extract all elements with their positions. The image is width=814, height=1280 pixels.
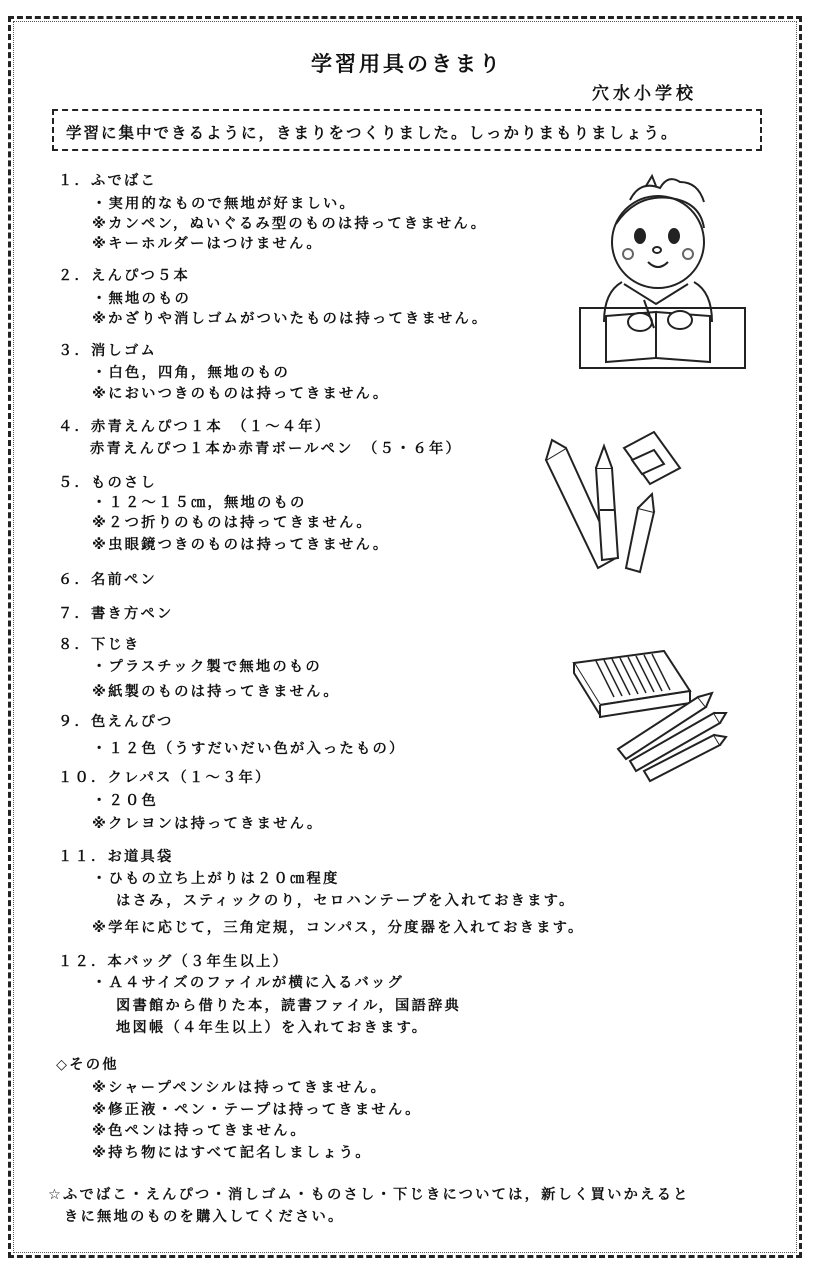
pencils-eraser-illustration xyxy=(540,430,680,580)
footer-note: きに無地のものを購入してください。 xyxy=(64,1209,345,1225)
rule-item: ・プラスチック製で無地のもの xyxy=(92,659,322,675)
section-heading: ◇その他 xyxy=(56,1057,119,1073)
page-title: 学習用具のきまり xyxy=(311,52,503,76)
section-heading: ３．消しゴム xyxy=(58,343,157,359)
rule-item: ・ひもの立ち上がりは２０㎝程度 xyxy=(92,871,340,887)
rule-item: 地図帳（４年生以上）を入れておきます。 xyxy=(116,1020,429,1036)
section-heading: ５．ものさし xyxy=(58,475,157,491)
rule-item: ※においつきのものは持ってきません。 xyxy=(92,386,390,402)
child-studying-illustration xyxy=(570,170,750,370)
rule-item: ※学年に応じて，三角定規，コンパス，分度器を入れておきます。 xyxy=(92,920,585,936)
rule-item: ※持ち物にはすべて記名しましょう。 xyxy=(92,1145,372,1161)
rule-item: ※色ペンは持ってきません。 xyxy=(92,1123,307,1139)
rule-item: ・２０色 xyxy=(92,793,158,809)
rule-item: ・実用的なもので無地が好ましい。 xyxy=(92,196,356,212)
rule-item: ※クレヨンは持ってきません。 xyxy=(92,816,324,832)
rule-item: ※修正液・ペン・テープは持ってきません。 xyxy=(92,1102,422,1118)
rule-item: ・１２～１５㎝，無地のもの xyxy=(92,495,307,511)
rule-item: ※２つ折りのものは持ってきません。 xyxy=(92,515,373,531)
rule-item: 図書館から借りた本，読書ファイル，国語辞典 xyxy=(116,998,462,1014)
colored-pencils-illustration xyxy=(570,645,730,785)
school-name: 穴水小学校 xyxy=(592,84,697,104)
section-heading: １１．お道具袋 xyxy=(58,849,174,865)
section-heading: １．ふでばこ xyxy=(58,173,157,189)
rule-item: はさみ，スティックのり，セロハンテープを入れておきます。 xyxy=(116,893,576,909)
rule-item: ・１２色（うすだいだい色が入ったもの） xyxy=(92,741,406,757)
footer-note: ☆ふでばこ・えんぴつ・消しゴム・ものさし・下じきについては，新しく買いかえると xyxy=(48,1187,690,1203)
section-heading: ８．下じき xyxy=(58,637,141,653)
rule-item: ・白色，四角，無地のもの xyxy=(92,365,290,381)
section-heading: ６．名前ペン xyxy=(58,572,157,588)
rule-item: ※虫眼鏡つきのものは持ってきません。 xyxy=(92,537,390,553)
rule-item: ※かざりや消しゴムがついたものは持ってきません。 xyxy=(92,311,489,327)
intro-box: 学習に集中できるように，きまりをつくりました。しっかりまもりましょう。 xyxy=(52,109,762,151)
rule-item: ・無地のもの xyxy=(92,291,191,307)
rule-item: ※カンペン，ぬいぐるみ型のものは持ってきません。 xyxy=(92,216,488,232)
section-heading: ７．書き方ペン xyxy=(58,606,174,622)
section-heading: ４．赤青えんぴつ１本 （１～４年） xyxy=(58,419,332,435)
rule-item: ※シャープペンシルは持ってきません。 xyxy=(92,1080,388,1096)
rule-item: ※キーホルダーはつけません。 xyxy=(92,236,323,252)
section-heading: ２．えんぴつ５本 xyxy=(58,268,190,284)
section-heading: ９．色えんぴつ xyxy=(58,714,174,730)
rule-item: ・Ａ４サイズのファイルが横に入るバッグ xyxy=(92,975,405,991)
rule-item: 赤青えんぴつ１本か赤青ボールペン （５・６年） xyxy=(90,441,462,457)
section-heading: １２．本バッグ（３年生以上） xyxy=(58,954,289,970)
section-heading: １０．クレパス（１～３年） xyxy=(58,770,272,786)
rule-item: ※紙製のものは持ってきません。 xyxy=(92,684,340,700)
